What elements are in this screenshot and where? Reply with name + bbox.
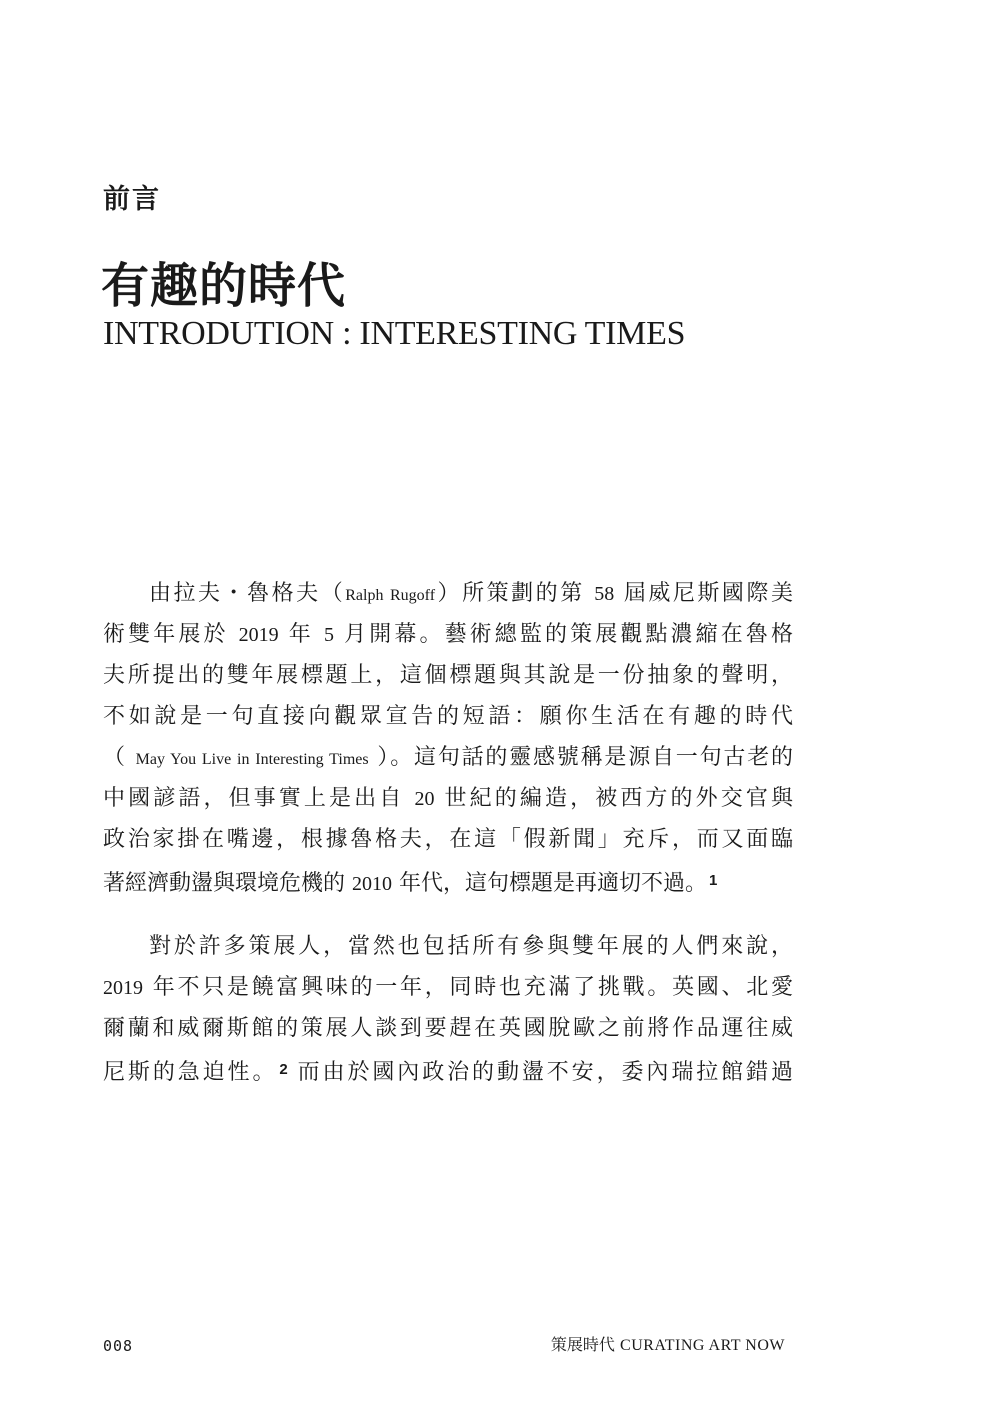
text-line: 尼斯的急迫性。 $^2$ 而由於國內政治的動盪不安，委內瑞拉館錯過 <box>103 1060 793 1085</box>
text-line: 中國諺語，但事實上是出自 20 世紀的編造，被西方的外交官與 <box>103 786 793 811</box>
body-paragraph-2 <box>103 926 793 1090</box>
running-footer <box>551 1335 785 1356</box>
text-line: 爾蘭和威爾斯館的策展人談到要趕在英國脫歐之前將作品運往威 <box>103 1016 793 1041</box>
book-title-english: CURATING ART NOW <box>620 1337 785 1354</box>
text-line: 著經濟動盪與環境危機的 2010 年代，這句標題是再適切不過。 $^1$ <box>103 871 718 896</box>
book-title-chinese: 策展時代 <box>550 1335 615 1354</box>
text-line: 由拉夫・魯格夫（Ralph Rugoff）所策劃的第 58 屆威尼斯國際美 <box>149 581 793 606</box>
text-line: 政治家掛在嘴邊，根據魯格夫，在這「假新聞」充斥，而又面臨 <box>103 827 793 852</box>
section-kicker: 前言 <box>103 184 161 215</box>
footnote-ref-1[interactable]: 1 <box>709 872 718 889</box>
page-number: 008 <box>103 1337 134 1355</box>
text-line: 不如說是一句直接向觀眾宣告的短語：願你生活在有趣的時代 <box>103 704 793 729</box>
text-line: 術雙年展於 2019 年 5 月開幕。藝術總監的策展觀點濃縮在魯格 <box>103 622 793 647</box>
body-paragraph-1 <box>103 573 793 901</box>
chapter-title-chinese: 有趣的時代 <box>101 258 347 314</box>
text-line: 對於許多策展人，當然也包括所有參與雙年展的人們來說， <box>149 934 793 959</box>
footnote-ref-2[interactable]: 2 <box>279 1061 288 1078</box>
text-line: （ May You Live in Interesting Times ）。這句話的靈感號稱是源自一句古老的 <box>103 745 793 770</box>
text-line: 夫所提出的雙年展標題上，這個標題與其說是一份抽象的聲明， <box>103 663 793 688</box>
chapter-title-english: INTRODUTION : INTERESTING TIMES <box>103 315 686 352</box>
text-line: 2019 年不只是饒富興味的一年，同時也充滿了挑戰。英國、北愛 <box>103 975 793 1000</box>
